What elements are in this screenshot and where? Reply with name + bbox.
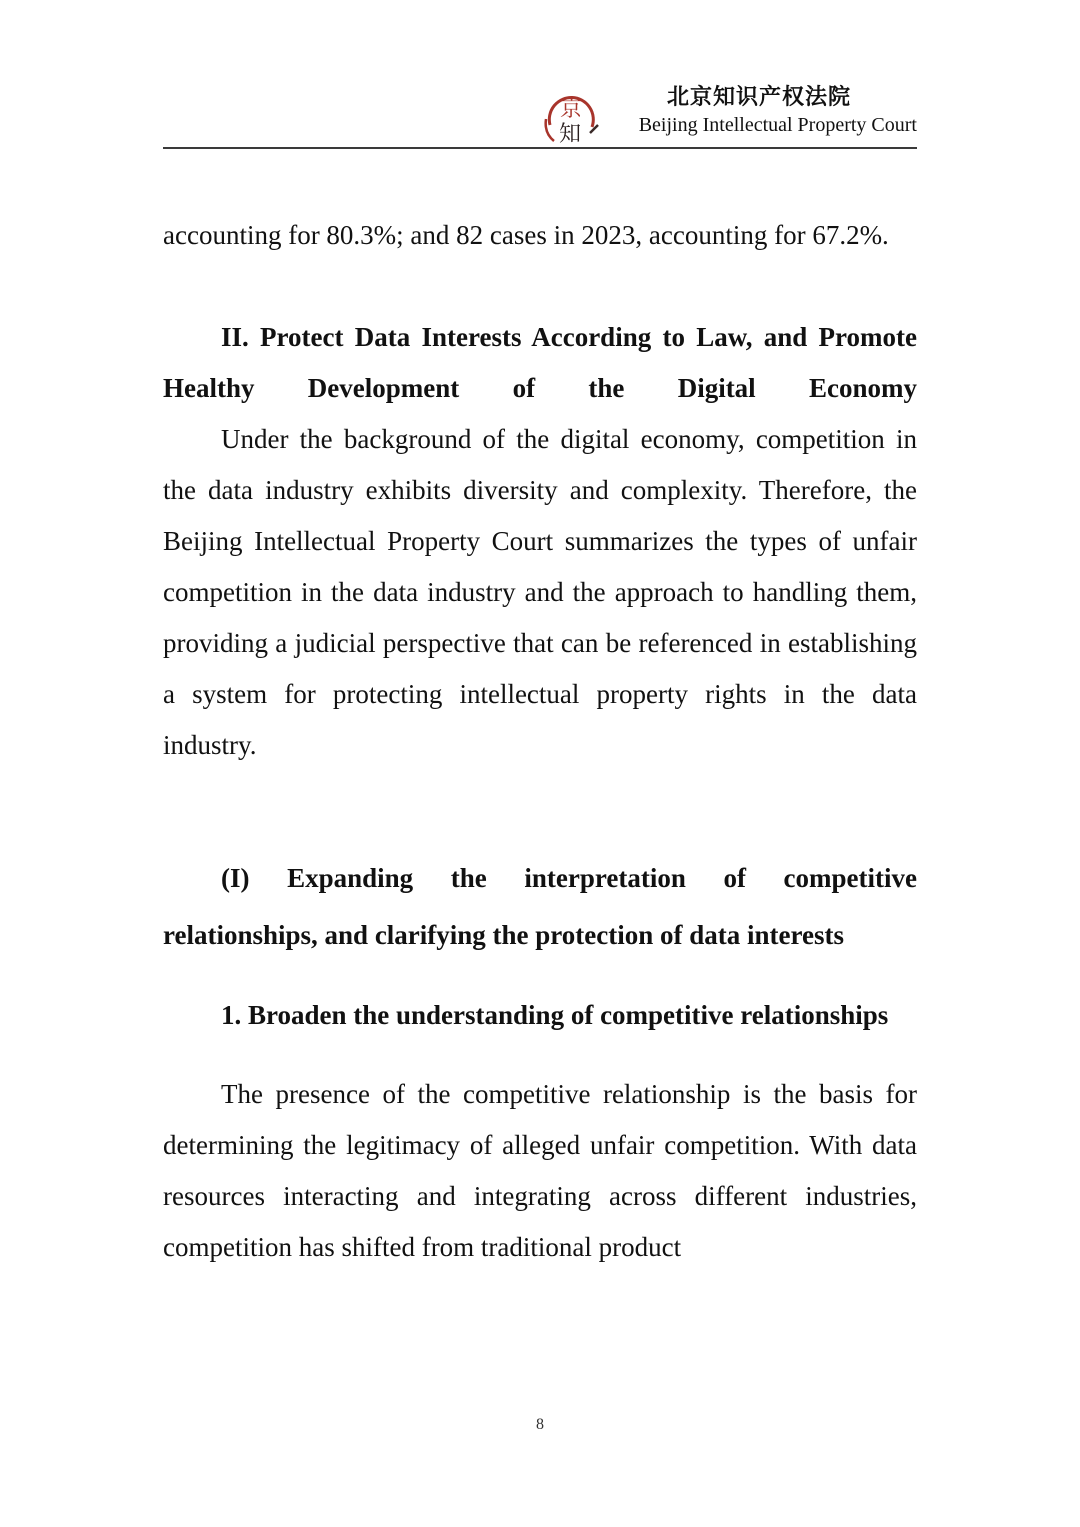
section-paragraph: Under the background of the digital economy, competition in the data industry exhibits diversity and complexity. Therefore, the Beijing Intellectual Property Court summarizes the types of unfair competition in the data industry and the approach to handling them, providing a judicial perspective that can be referenced in establishing a system for protecting intellectual property rights in the data industry. [163, 424, 917, 760]
section-heading [163, 312, 917, 414]
header-divider [163, 147, 917, 149]
item-paragraph: The presence of the competitive relationship is the basis for determining the legitimacy of alleged unfair competition. With data resources interacting and integrating across different industries, competition has shifted from traditional product [163, 1079, 917, 1262]
court-name-english: Beijing Intellectual Property Court [638, 114, 917, 136]
seal-glyph-bottom: 知 [558, 122, 582, 147]
item-heading: 1. Broaden the understanding of competitive relationships [221, 1000, 889, 1030]
page-number: 8 [536, 1416, 544, 1433]
court-name-chinese: 北京知识产权法院 [666, 85, 851, 110]
section-heading-text: II. Protect Data Interests According to Law, and Promote Healthy Development of the Digital Economy [163, 322, 917, 403]
court-seal-icon [540, 85, 602, 147]
page-content [163, 210, 917, 1273]
continuation-paragraph: accounting for 80.3%; and 82 cases in 2023, accounting for 67.2%. [163, 220, 889, 250]
subsection-heading: (I) Expanding the interpretation of competitive relationships, and clarifying the protection of data interests [163, 863, 917, 950]
seal-glyph-top: 京 [559, 97, 583, 122]
page-header [163, 78, 917, 148]
